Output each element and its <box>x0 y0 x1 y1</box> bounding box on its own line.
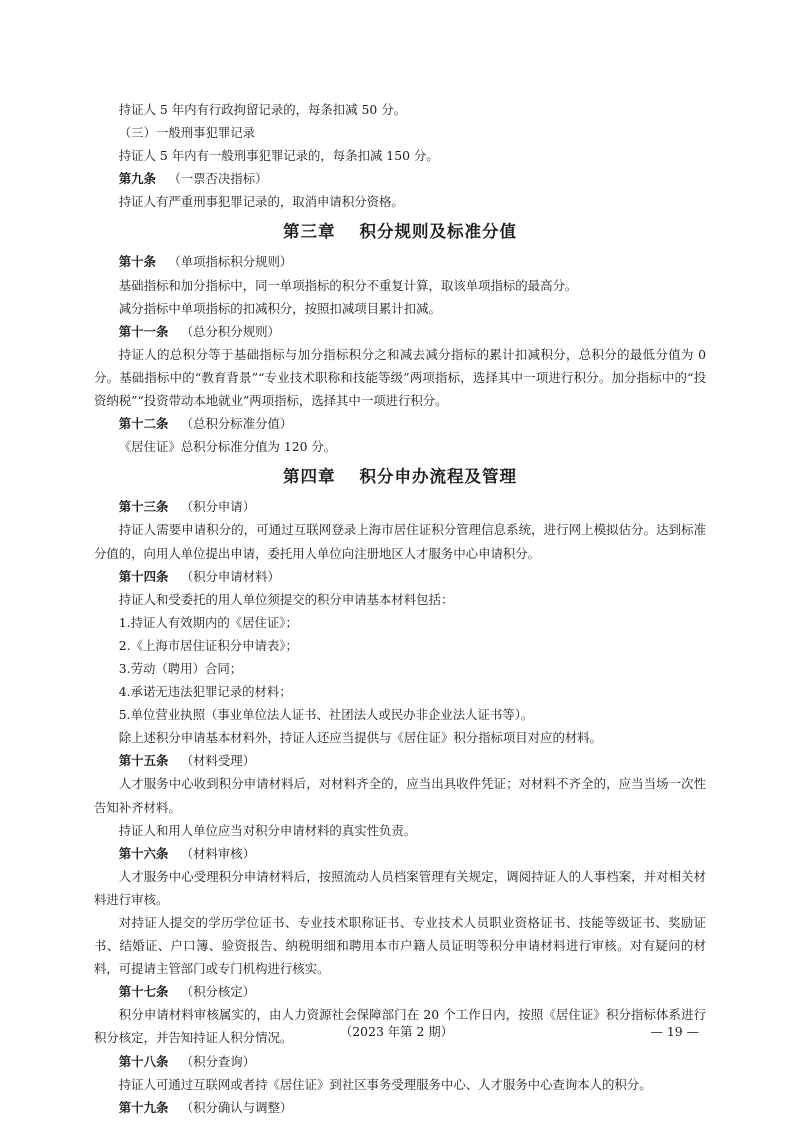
article-heading-9 <box>94 167 706 190</box>
article-title: （总积分标准分值） <box>180 416 293 432</box>
page-footer <box>0 1020 793 1044</box>
article-heading-14 <box>94 565 706 588</box>
document-body <box>94 98 706 1119</box>
article-label: 第十八条 <box>118 1053 169 1069</box>
page-number: — 19 — <box>650 1024 699 1039</box>
article-heading-16 <box>94 842 706 865</box>
article-label: 第十一条 <box>118 323 169 339</box>
paragraph: 《居住证》总积分标准分值为 120 分。 <box>118 439 337 455</box>
paragraph: 对持证人提交的学历学位证书、专业技术职称证书、专业技术人员职业资格证书、技能等级证书、奖励证书、结婚证、户口簿、验资报告、纳税明细和聘用本市户籍人员证明等积分申请材料进行审核。对有疑问的材料，可提请主管部门或专门机构进行核实。 <box>94 915 706 977</box>
paragraph: 持证人的总积分等于基础指标与加分指标积分之和减去减分指标的累计扣减积分，总积分的最低分值为 0 分。基础指标中的“教育背景”“专业技术职称和技能等级”两项指标，选择其中一项进行积分。加分指标中的“投资纳税”“投资带动本地就业”两项指标，选择其中一项进行积分。 <box>94 346 706 409</box>
chapter-title: 积分规则及标准分值 <box>359 222 517 242</box>
article-label: 第十六条 <box>118 845 169 861</box>
article-heading-12 <box>94 412 706 435</box>
paragraph: 基础指标和加分指标中，同一单项指标的积分不重复计算，取该单项指标的最高分。 <box>118 277 578 293</box>
article-title: （总分积分规则） <box>180 323 280 339</box>
chapter-heading-4 <box>94 462 706 492</box>
article-heading-13 <box>94 495 706 518</box>
list-item: 3.劳动（聘用）合同； <box>118 660 243 676</box>
chapter-number: 第三章 <box>283 222 336 242</box>
article-label: 第十三条 <box>118 499 169 515</box>
article-heading-11 <box>94 320 706 343</box>
article-title: （积分核定） <box>180 984 256 1000</box>
paragraph: 持证人 5 年内有一般刑事犯罪记录的，每条扣减 150 分。 <box>118 148 439 164</box>
article-heading-10 <box>94 250 706 273</box>
article-label: 第十七条 <box>118 984 169 1000</box>
paragraph: 除上述积分申请基本材料外，持证人还应当提供与《居住证》积分指标项目对应的材料。 <box>118 730 603 746</box>
paragraph: 积分申请材料审核属实的，由人力资源社会保障部门在 20 个工作日内，按照《居住证》积分指标体系进行积分核定，并告知持证人积分情况。 <box>94 1007 706 1046</box>
paragraph: 持证人有严重刑事犯罪记录的，取消申请积分资格。 <box>118 194 404 210</box>
chapter-title: 积分申办流程及管理 <box>359 467 517 487</box>
paragraph: 人才服务中心收到积分申请材料后，对材料齐全的，应当出具收件凭证；对材料不齐全的，应当当场一次性告知补齐材料。 <box>94 776 706 815</box>
article-heading-19 <box>94 1096 706 1119</box>
paragraph: （三）一般刑事犯罪记录 <box>118 125 256 141</box>
issue-label: （2023 年第 2 期） <box>339 1024 454 1039</box>
article-title: （积分申请材料） <box>180 568 280 584</box>
paragraph: 持证人和受委托的用人单位须提交的积分申请基本材料包括： <box>118 591 454 607</box>
article-label: 第九条 <box>118 171 156 187</box>
article-title: （一票否决指标） <box>168 171 268 187</box>
list-item: 1.持证人有效期内的《居住证》； <box>118 614 298 630</box>
article-label: 第十四条 <box>118 568 169 584</box>
paragraph: 持证人需要申请积分的，可通过互联网登录上海市居住证积分管理信息系统，进行网上模拟估分。达到标准分值的，向用人单位提出申请，委托用人单位向注册地区人才服务中心申请积分。 <box>94 522 706 561</box>
article-heading-15 <box>94 749 706 772</box>
paragraph: 人才服务中心受理积分申请材料后，按照流动人员档案管理有关规定，调阅持证人的人事档案，并对相关材料进行审核。 <box>94 868 706 907</box>
list-item: 5.单位营业执照（事业单位法人证书、社团法人或民办非企业法人证书等）。 <box>118 707 534 723</box>
article-title: （积分确认与调整） <box>180 1099 293 1115</box>
article-heading-18 <box>94 1050 706 1073</box>
paragraph: 减分指标中单项指标的扣减积分，按照扣减项目累计扣减。 <box>118 300 441 316</box>
article-title: （积分申请） <box>180 499 256 515</box>
chapter-heading-3 <box>94 217 706 247</box>
list-item: 2.《上海市居住证积分申请表》； <box>118 637 298 653</box>
article-title: （单项指标积分规则） <box>168 254 293 270</box>
chapter-number: 第四章 <box>283 467 336 487</box>
article-label: 第十二条 <box>118 416 169 432</box>
list-item: 4.承诺无违法犯罪记录的材料； <box>118 684 292 700</box>
article-label: 第十五条 <box>118 753 169 769</box>
article-label: 第十条 <box>118 254 156 270</box>
paragraph: 持证人可通过互联网或者持《居住证》到社区事务受理服务中心、人才服务中心查询本人的积分。 <box>118 1076 652 1092</box>
article-title: （积分查询） <box>180 1053 256 1069</box>
article-heading-17 <box>94 980 706 1003</box>
paragraph: 持证人 5 年内有行政拘留记录的，每条扣减 50 分。 <box>118 102 407 117</box>
paragraph: 持证人和用人单位应当对积分申请材料的真实性负责。 <box>118 822 417 838</box>
article-title: （材料受理） <box>180 753 256 769</box>
article-title: （材料审核） <box>180 845 256 861</box>
article-label: 第十九条 <box>118 1099 169 1115</box>
